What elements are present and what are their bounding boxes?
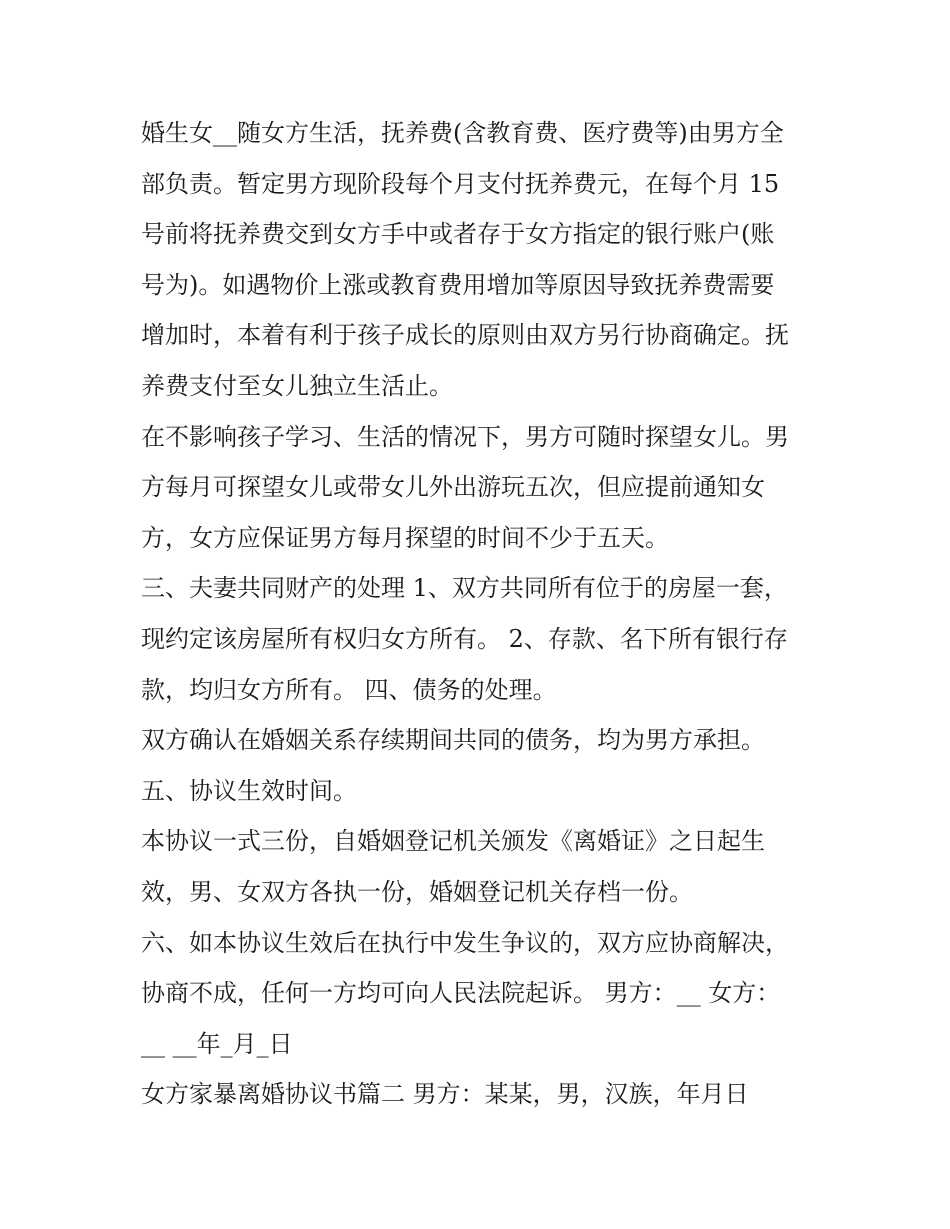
text-line-3: 号前将抚养费交到女方手中或者存于女方指定的银行账户(账 — [141, 220, 775, 249]
text-line-13: 双方确认在婚姻关系存续期间共同的债务，均为男方承担。 — [141, 726, 765, 755]
text-line-6: 养费支付至女儿独立生活止。 — [141, 371, 453, 400]
text-line-4: 号为)。如遇物价上涨或教育费用增加等原因导致抚养费需要 — [141, 270, 775, 299]
text-line-18: 协商不成，任何一方均可向人民法院起诉。 男方：__ 女方： — [141, 979, 781, 1008]
text-line-11: 现约定该房屋所有权归女方所有。 2、存款、名下所有银行存 — [141, 624, 788, 653]
text-line-5: 增加时，本着有利于孩子成长的原则由双方另行协商确定。抚 — [141, 321, 789, 350]
text-line-12: 款，均归女方所有。 四、债务的处理。 — [141, 675, 557, 704]
text-line-1: 婚生女__随女方生活，抚养费(含教育费、医疗费等)由男方全 — [141, 119, 784, 147]
text-line-7: 在不影响孩子学习、生活的情况下，男方可随时探望女儿。男 — [141, 422, 789, 451]
text-line-16: 效，男、女双方各执一份，婚姻登记机关存档一份。 — [141, 877, 693, 906]
text-line-10: 三、夫妻共同财产的处理 1、双方共同所有位于的房屋一套， — [141, 574, 788, 603]
text-line-8: 方每月可探望女儿或带女儿外出游玩五次，但应提前通知女 — [141, 473, 765, 502]
text-line-2: 部负责。暂定男方现阶段每个月支付抚养费元，在每个月 15 — [141, 169, 780, 198]
text-line-20: 女方家暴离婚协议书篇二 男方：某某，男，汉族，年月日 — [141, 1080, 749, 1109]
document-body — [141, 108, 821, 1120]
text-line-15: 本协议一式三份，自婚姻登记机关颁发《离婚证》之日起生 — [141, 827, 765, 856]
text-line-14: 五、协议生效时间。 — [141, 776, 357, 805]
text-line-9: 方，女方应保证男方每月探望的时间不少于五天。 — [141, 523, 669, 552]
text-line-17: 六、如本协议生效后在执行中发生争议的，双方应协商解决， — [141, 928, 789, 957]
text-line-19: __ __年_月_日 — [141, 1029, 293, 1058]
